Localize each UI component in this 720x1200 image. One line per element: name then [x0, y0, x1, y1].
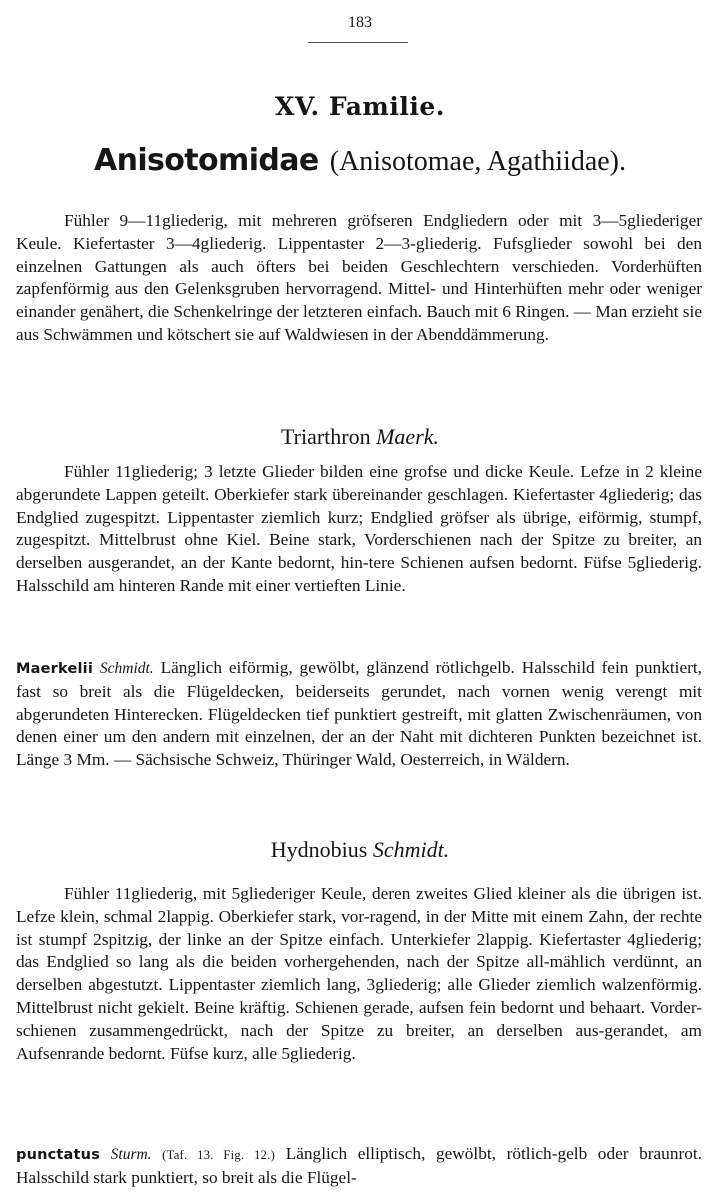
genus-heading-hydnobius: [0, 837, 720, 863]
family-description-text: Fühler 9—11gliederig, mit mehreren gröfseren Endgliedern oder mit 3—5gliederiger Keule. Kiefertaster 3—4gliederig. Lippentaster 2—3-gliederig. Fufsglieder sowohl bei den einzelnen Gattungen als auch öfters bei beiden Geschlechtern verschieden. Vorderhüften zapfenförmig aus den Gelenksgruben hervorragend. Mittel- und Hinterhüften mehr oder weniger einander genähert, die Schenkelringe der letzteren einfach. Bauch mit 6 Ringen. — Man erzieht sie aus Schwämmen und kötschert sie auf Waldwiesen in der Abenddämmerung.: [16, 211, 702, 344]
page-number-rule: [308, 42, 408, 43]
genus-description-triarthron: [16, 461, 702, 598]
species-entry-maerkelii: [16, 657, 702, 772]
page-number: 183: [348, 14, 372, 31]
species-entry-punctatus: [16, 1143, 702, 1190]
genus-description-hydnobius: [16, 883, 702, 1065]
genus-name: Triarthron: [280, 424, 371, 449]
family-synonyms: (Anisotomae, Agathiidae).: [329, 146, 627, 177]
species-description-text: Länglich eiförmig, gewölbt, glänzend rötlichgelb. Halsschild fein punktiert, fast so breit als die Flügeldecken, beiderseits gerundet, nach vornen wenig verengt mit abgerundeten Hinterecken. Flügeldecken tief punktiert gestreift, mit glatten Zwischenräumen, von denen einer um den andern mit einzelnen, der an der Naht mit dichteren Punkten bezeichnet ist. Länge 3 Mm. — Sächsische Schweiz, Thüringer Wald, Oesterreich, in Wäldern.: [16, 658, 702, 770]
genus-author: Maerk.: [376, 424, 440, 449]
species-name: Maerkelii: [16, 661, 93, 677]
family-description: [16, 210, 702, 347]
genus-description-text: Fühler 11gliederig; 3 letzte Glieder bilden eine grofse und dicke Keule. Lefze in 2 kleine abgerundete Lappen geteilt. Oberkiefer stark übereinander geschlagen. Kiefertaster 4gliederig; das Endglied zugespitzt. Lippentaster ziemlich kurz; Endglied gröfser als übrige, eiförmig, stumpf, zugespitzt. Mittelbrust ohne Kiel. Beine stark, Vorderschienen nach der Spitze zu breiter, an derselben ausgerandet, an der Kante bedornt, hin-tere Schienen aufsen bedornt. Füfse 5gliederig. Halsschild am hinteren Rande mit einer vertieften Linie.: [16, 462, 702, 595]
family-title: XV. Familie.: [275, 92, 445, 121]
family-name: Anisotomidae: [93, 143, 319, 178]
species-author: Sturm.: [110, 1146, 152, 1163]
species-entry: [16, 1143, 702, 1190]
genus-author: Schmidt.: [372, 837, 450, 862]
species-name: punctatus: [16, 1147, 101, 1163]
genus-heading-triarthron: [0, 424, 720, 450]
plate-reference: (Taf. 13. Fig. 12.): [162, 1148, 276, 1162]
species-entry: [16, 657, 702, 772]
genus-name: Hydnobius: [270, 837, 368, 862]
species-author: Schmidt.: [99, 660, 154, 677]
species-description-text: Länglich elliptisch, gewölbt, rötlich-gelb oder braunrot. Halsschild stark punktiert, so breit als die Flügel-: [16, 1144, 702, 1187]
family-heading: [0, 143, 720, 178]
genus-description-text: Fühler 11gliederig, mit 5gliederiger Keule, deren zweites Glied kleiner als die übrigen ist. Lefze klein, schmal 2lappig. Oberkiefer stark, vor-ragend, in der Mitte mit einem Zahn, der rechte ist stumpf 2spitzig, der linke an der Spitze einfach. Unterkiefer 2lappig. Kiefertaster 4gliederig; das Endglied so lang als die beiden vorhergehenden, nach der Spitze all-mählich verdünnt, an derselben abgestutzt. Lippentaster ziemlich lang, 3gliederig; alle Glieder ziemlich walzenförmig. Mittelbrust nicht gekielt. Beine kräftig. Schienen gerade, aufsen fein bedornt und behaart. Vorder-schienen zusammengedrückt, nach der Spitze zu breiter, an derselben aus-gerandet, am Aufsenrande bedornt. Füfse kurz, alle 5gliederig.: [16, 884, 702, 1063]
